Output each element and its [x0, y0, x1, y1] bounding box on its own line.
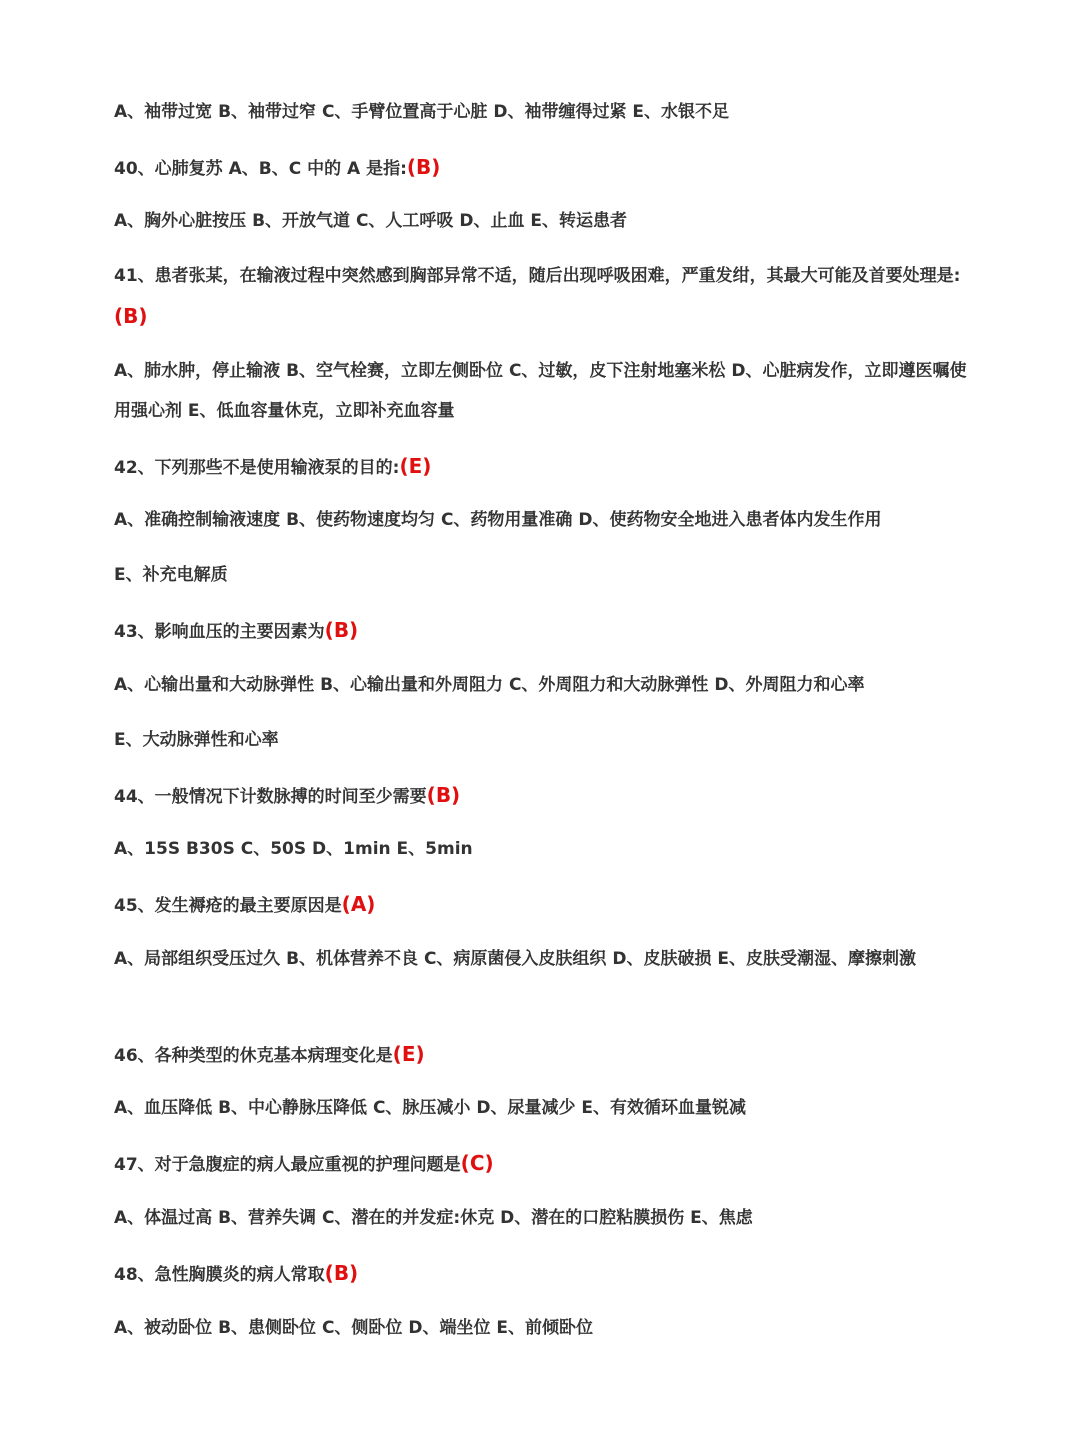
question-47-text: 47、对于急腹症的病人最应重视的护理问题是	[114, 1155, 461, 1175]
question-43	[114, 610, 974, 652]
question-48-text: 48、急性胸膜炎的病人常取	[114, 1265, 325, 1285]
question-41	[114, 256, 974, 338]
question-45-text: 45、发生褥疮的最主要原因是	[114, 896, 342, 916]
question-41-text: 41、患者张某，在输液过程中突然感到胸部异常不适，随后出现呼吸困难，严重发绀，其最大可能及首要处理是:	[114, 266, 961, 286]
question-47-answer: (C)	[460, 1151, 494, 1175]
question-44	[114, 775, 974, 817]
options-43-line1: A、心输出量和大动脉弹性 B、心输出量和外周阻力 C、外周阻力和大动脉弹性 D、外周阻力和心率	[114, 675, 865, 695]
question-45-answer: (A)	[341, 892, 376, 916]
options-40: A、胸外心脏按压 B、开放气道 C、人工呼吸 D、止血 E、转运患者	[114, 211, 627, 231]
question-46	[114, 1034, 974, 1076]
question-47	[114, 1143, 974, 1185]
options-44: A、15S B30S C、50S D、1min E、5min	[114, 839, 473, 859]
options-42-line1: A、准确控制输液速度 B、使药物速度均匀 C、药物用量准确 D、使药物安全地进入患者体内发生作用	[114, 510, 882, 530]
question-44-answer: (B)	[426, 783, 461, 807]
question-46-answer: (E)	[392, 1042, 425, 1066]
question-44-text: 44、一般情况下计数脉搏的时间至少需要	[114, 787, 427, 807]
options-47: A、体温过高 B、营养失调 C、潜在的并发症:休克 D、潜在的口腔粘膜损伤 E、焦虑	[114, 1208, 753, 1228]
options-46: A、血压降低 B、中心静脉压降低 C、脉压减小 D、尿量减少 E、有效循环血量锐减	[114, 1098, 746, 1118]
question-46-text: 46、各种类型的休克基本病理变化是	[114, 1046, 393, 1066]
question-41-answer: (B)	[114, 304, 148, 328]
question-42-text: 42、下列那些不是使用输液泵的目的:	[114, 458, 400, 478]
question-40-answer: (B)	[406, 155, 441, 179]
options-43-line2: E、大动脉弹性和心率	[114, 730, 279, 750]
options-41: A、肺水肿，停止输液 B、空气栓赛，立即左侧卧位 C、过敏，皮下注射地塞米松 D、心脏病发作，立即遵医嘱使用强心剂 E、低血容量休克，立即补充血容量	[114, 361, 967, 421]
options-42-line2: E、补充电解质	[114, 565, 228, 585]
question-40-text: 40、心肺复苏 A、B、C 中的 A 是指:	[114, 159, 407, 179]
question-42-answer: (E)	[399, 454, 432, 478]
question-45	[114, 884, 974, 926]
question-42	[114, 446, 974, 488]
question-43-text: 43、影响血压的主要因素为	[114, 622, 325, 642]
question-40	[114, 147, 974, 189]
question-48	[114, 1253, 974, 1295]
question-48-answer: (B)	[324, 1261, 359, 1285]
question-43-answer: (B)	[324, 618, 359, 642]
options-48: A、被动卧位 B、患侧卧位 C、侧卧位 D、端坐位 E、前倾卧位	[114, 1318, 593, 1338]
options-39: A、袖带过宽 B、袖带过窄 C、手臂位置高于心脏 D、袖带缠得过紧 E、水银不足	[114, 102, 729, 122]
options-45: A、局部组织受压过久 B、机体营养不良 C、病原菌侵入皮肤组织 D、皮肤破损 E、皮肤受潮湿、摩擦刺激	[114, 949, 916, 969]
